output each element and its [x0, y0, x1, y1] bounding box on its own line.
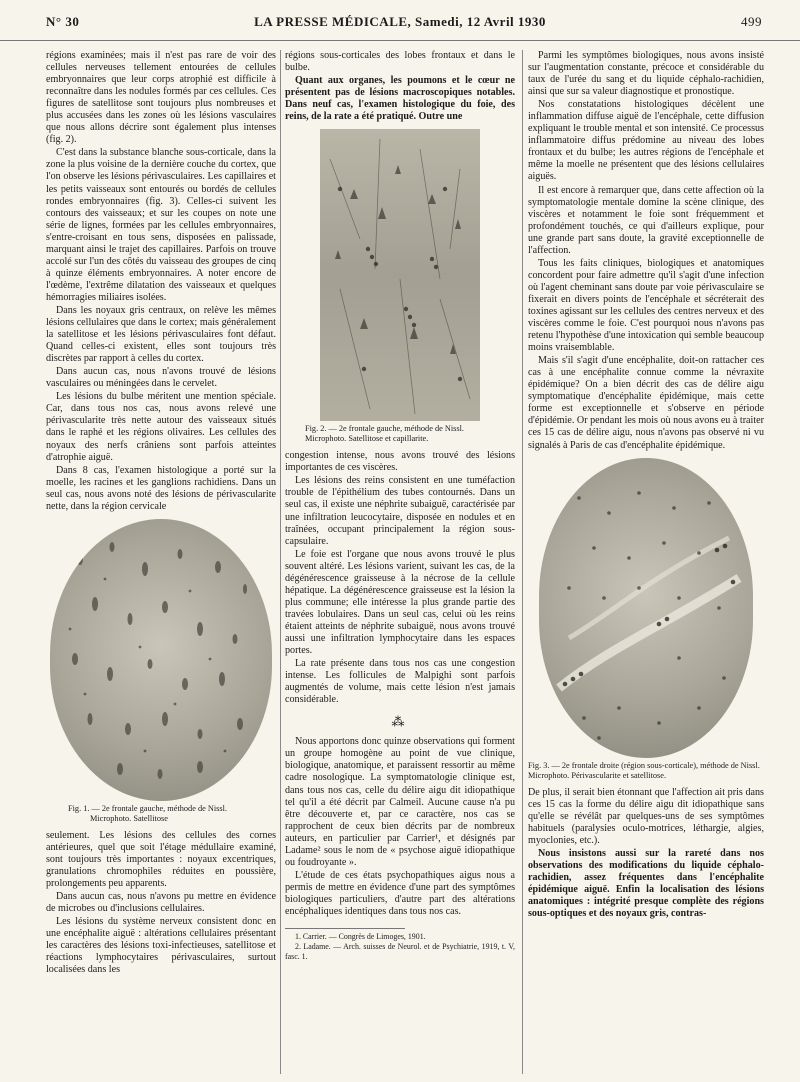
- figure-caption: [285, 424, 515, 444]
- paragraph: Dans aucun cas, nous n'avons pu mettre en évidence de microbes ou d'inclusions cellulaires.: [46, 891, 276, 915]
- paragraph: Tous les faits cliniques, biologiques et anatomiques concordent pour faire admettre qu'il s'agit d'une infection où l'agent cheminant sans doute par voie périvasculaire se fixerait en divers points de l'encéphale et sécréterait des toxines agissant sur les cellules des centres nerveux et des viscères comme le foie. C'est pourquoi nous n'avons pas retenu l'hypothèse d'une intoxication qui semble beaucoup moins vraisemblable.: [528, 257, 764, 354]
- text-column-1: [46, 50, 276, 1074]
- paragraph: C'est dans la substance blanche sous-corticale, dans la zone la plus voisine de la dernière couche du cortex, que l'on observe les lésions périvasculaires. Les capillaires et les petits vaisseaux sont entourés ou bordés de cellules rondes embryonnaires (fig. 3). Celles-ci suivent les contours des vaisseaux; et sur les coupes on note une série de lignes, formées par les cellules embryonnaires, s'entre-croisant en tous sens, disposées en palissade, marquant ainsi le trajet des capillaires. Parfois on trouve accolé sur l'un des côtés du vaisseau des groupes de cinq à quinze éléments embryonnaires. A noter encore de l'œdème, l'extrême dilatation des vaisseaux et quelques hémorragies miliaires isolées.: [46, 147, 276, 303]
- paragraph: Dans les noyaux gris centraux, on relève les mêmes lésions cellulaires que dans le cortex; mais généralement la satellitose et les lésions périvasculaires font défaut. Quand celles-ci existent, elles sont toujours très discrètes par rapport à celles du cortex.: [46, 304, 276, 365]
- paragraph: régions sous-corticales des lobes frontaux et dans le bulbe.: [285, 50, 515, 74]
- caption-line: Microphoto. Satellitose: [90, 813, 168, 823]
- column-rule: [280, 50, 281, 1074]
- journal-title: LA PRESSE MÉDICALE, Samedi, 12 Avril 1930: [254, 14, 546, 29]
- paragraph: congestion intense, nous avons trouvé des lésions importantes de ces viscères.: [285, 450, 515, 474]
- paragraph: Nous apportons donc quinze observations qui forment un groupe homogène au point de vue clinique, biologique, anatomique, et paraissent ressortir au même cadre nosologique. La symptomatologie clinique est, dans tous nos cas, celle du délire aigu dit idiopathique tel qu'il a été décrit par Calmeil. Aucune cause n'a pu être découverte et, par ce caractère, nos cas se rapprochent de ceux bien décrits par de nombreux auteurs, en particulier par Carrier¹, et désignés par Ladame² sous le nom de « psychose aiguë idiopathique ou foudroyante ».: [285, 736, 515, 868]
- paragraph: Les lésions des reins consistent en une tuméfaction trouble de l'épithélium des tubes contournés. Dans un seul cas, il existe une néphrite subaiguë, caractérisée par une infiltration leucocytaire, disposée en nodules et en traînées, occupant principalement la région sous-capsulaire.: [285, 475, 515, 547]
- paragraph: Le foie est l'organe que nous avons trouvé le plus souvent altéré. Les lésions varient, suivant les cas, de la dégénérescence graisseuse à la nécrose de la cellule hépatique. La dégénérescence graisseuse est la lésion la plus commune; elle intéresse la plus grande partie des travées lobulaires. Dans un seul cas, celui où les reins étaient atteints de néphrite subaiguë, nous avons trouvé aussi une infiltration lymphocytaire dans les espaces portes.: [285, 548, 515, 657]
- micrograph-image: [320, 129, 480, 421]
- paragraph: Les lésions du bulbe méritent une mention spéciale. Car, dans tous nos cas, nous avons relevé une périvascularite très nette autour des vaisseaux situés dans le raphé et les régions olivaires. Les cellules des noyaux des nerfs crâniens sont parfois atteintes d'atrophie aiguë.: [46, 391, 276, 463]
- paragraph: Quant aux organes, les poumons et le cœur ne présentent pas de lésions macroscopiques notables. Dans neuf cas, l'examen histologique du foie, des reins, de la rate a été pratiqué. Outre une: [285, 75, 515, 123]
- paragraph: Dans aucun cas, nous n'avons trouvé de lésions vasculaires ou méningées dans le cervelet.: [46, 366, 276, 390]
- footnotes: [285, 928, 515, 962]
- micrograph-cells: [539, 458, 753, 758]
- micrograph-cells: [50, 519, 272, 801]
- text-column-3: [528, 50, 764, 1074]
- footnote: 1. Carrier. — Congrès de Limoges, 1901.: [295, 932, 426, 942]
- caption-line: Fig. 2. — 2e frontale gauche, méthode de Nissl.: [305, 424, 464, 434]
- paragraph: Nos constatations histologiques décèlent une inflammation diffuse aiguë de l'encéphale, cette diffusion expliquant le trouble mental et son intensité. Ce processus inflammatoire diffus prédomine au niveau des lobes frontaux et du bulbe; les autres régions de l'encéphale et même la moelle ne présentent que des lésions cellulaires aiguës.: [528, 99, 764, 183]
- paragraph: Les lésions du système nerveux consistent donc en une encéphalite aiguë : altérations cellulaires présentant les caractères des lésions toxi-infectieuses, satellitose et réactions lymphocytaires périvasculaires, surtout localisées dans les: [46, 916, 276, 976]
- paragraph: régions examinées; mais il n'est pas rare de voir des cellules nerveuses tellement entourées de cellules embryonnaires que leur corps atrophié est difficile à reconnaître dans les nodules formés par ces cellules. Ces figures de satellitose sont toujours plus nombreuses et plus accusées dans les zones où les lésions vasculaires que nous allons décrire sont également plus intenses (fig. 2).: [46, 50, 276, 146]
- micrograph-image: [50, 519, 272, 801]
- paragraph: Il est encore à remarquer que, dans cette affection où la symptomatologie mentale domine la scène clinique, des viscères et notamment le foie sont fréquemment et profondément touchés, ce qui d'ailleurs explique, pour une grande part sans doute, la gravité exceptionnelle de l'affection.: [528, 184, 764, 256]
- paragraph: Dans 8 cas, l'examen histologique a porté sur la moelle, les racines et les ganglions rachidiens. Dans un seul cas, nous avons noté des lésions de périvascularite nette, dans la région cervicale: [46, 464, 276, 512]
- column-rule: [522, 50, 523, 1074]
- issue-number: N° 30: [46, 14, 80, 29]
- paragraph: Mais s'il s'agit d'une encéphalite, doit-on rattacher ces cas à une encéphalite connue comme la névraxite épidémique? On a bien décrit des cas de délire aigu symptomatique d'encéphalite épidémique, mais cette forme est exceptionnelle et s'observe en période d'épidémie. Or pendant les mois où nous avons eu à traiter ces 15 cas de délire aigu, nous n'avons pas observé ni vu signalés à Paris de cas d'encéphalite épidémique.: [528, 355, 764, 451]
- figure-3: [528, 458, 764, 781]
- micrograph-cells: [320, 129, 480, 421]
- section-separator: ⁂: [391, 714, 409, 730]
- paragraph: Parmi les symptômes biologiques, nous avons insisté sur l'augmentation constante, précoce et considérable du taux de l'urée du sang et du liquide céphalo-rachidien, ainsi que sur sa valeur diagnostique et pronostique.: [528, 50, 764, 98]
- micrograph-image: [539, 458, 753, 758]
- page-header: [0, 0, 800, 41]
- figure-1: [46, 519, 276, 824]
- caption-line: Fig. 1. — 2e frontale gauche, méthode de Nissl.: [68, 803, 227, 813]
- figure-2: [285, 129, 515, 444]
- paragraph: seulement. Les lésions des cellules des cornes antérieures, quel que soit l'étage médullaire examiné, sont toujours très importantes : noyaux excentriques, granulations chromophiles réduites en poussière, prolongements peu apparents.: [46, 829, 276, 889]
- figure-caption: Fig. 3. — 2e frontale droite (région sous-corticale), méthode de Nissl. Microphoto. Périvascularite et satellitose.: [528, 760, 760, 780]
- paragraph: Nous insistons aussi sur la rareté dans nos observations des modifications du liquide céphalo-rachidien, assez fréquentes dans l'encéphalite épidémique aiguë. Enfin la localisation des lésions anatomiques : intégrité presque complète des régions sous-optiques et des noyaux gris, contras-: [528, 847, 764, 920]
- figure-caption: [46, 804, 276, 824]
- paragraph: L'étude de ces états psychopathiques aigus nous a permis de mettre en évidence d'une part des symptômes biologiques particuliers, d'autre part des altérations encéphaliques identiques dans tous nos cas.: [285, 869, 515, 917]
- paragraph: De plus, il serait bien étonnant que l'affection ait pris dans ces 15 cas la forme du délire aigu dit idiopathique sans qu'elle se révélât par quelques-uns de ses symptômes habituels (paralysies oculo-motrices, léthargie, algies, myoclonies, etc.).: [528, 786, 764, 846]
- page-number: 499: [741, 14, 762, 29]
- text-column-2: [285, 50, 515, 1074]
- footnote: 2. Ladame. — Arch. suisses de Neurol. et de Psychiatrie, 1919, t. V, fasc. 1.: [285, 942, 515, 962]
- paragraph: La rate présente dans tous nos cas une congestion intense. Les follicules de Malpighi sont parfois augmentés de volume, mais cette lésion n'est jamais considérable.: [285, 658, 515, 706]
- caption-line: Microphoto. Satellitose et capillarite.: [305, 434, 429, 444]
